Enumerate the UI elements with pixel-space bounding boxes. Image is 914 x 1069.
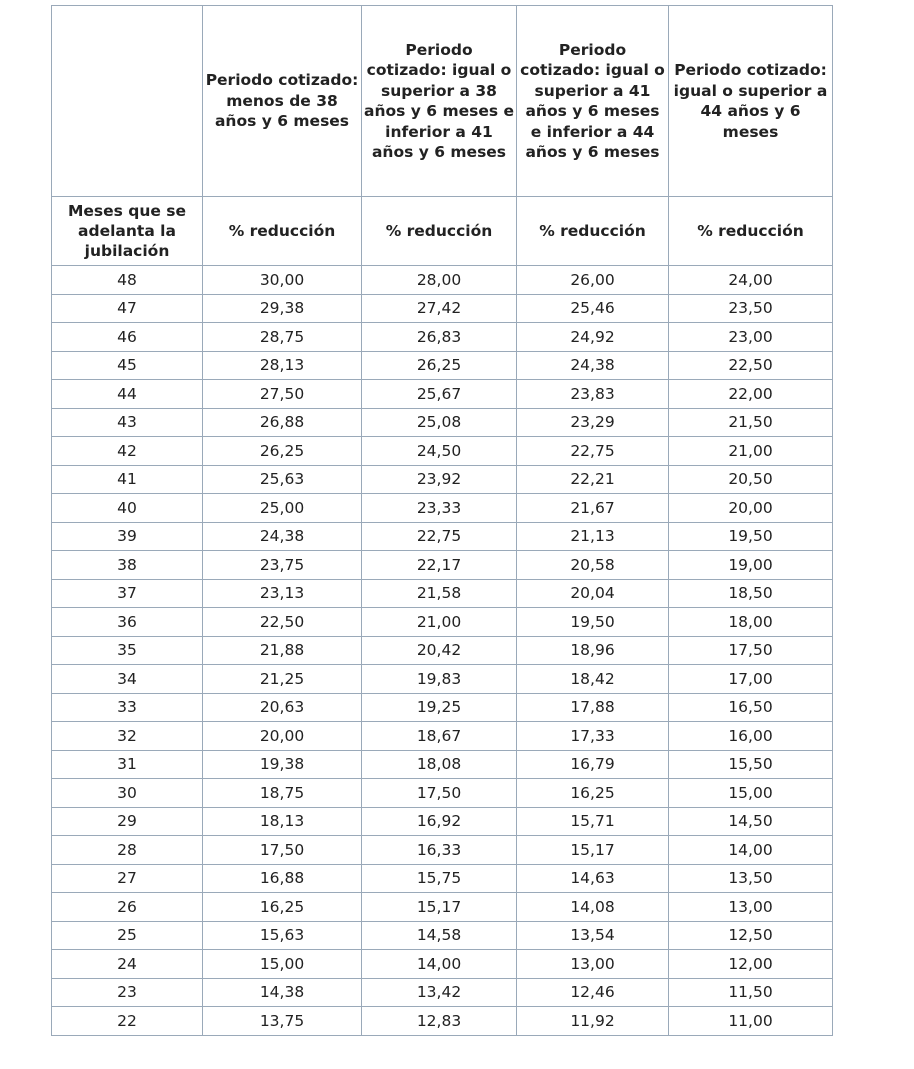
reduction-cell-over-44-6: 12,50: [669, 921, 833, 950]
months-cell: 41: [52, 465, 203, 494]
reduction-cell-under-38-6: 23,13: [203, 579, 362, 608]
reduction-cell-38-6-to-41-6: 17,50: [362, 779, 517, 808]
reduction-cell-38-6-to-41-6: 26,83: [362, 323, 517, 352]
table-row: [52, 351, 833, 380]
reduction-cell-41-6-to-44-6: 15,17: [517, 836, 669, 865]
reduction-cell-41-6-to-44-6: 16,79: [517, 750, 669, 779]
reduction-cell-41-6-to-44-6: 14,63: [517, 864, 669, 893]
table-row: [52, 722, 833, 751]
months-cell: 46: [52, 323, 203, 352]
table-row: [52, 465, 833, 494]
reduction-cell-41-6-to-44-6: 26,00: [517, 266, 669, 295]
reduction-cell-38-6-to-41-6: 18,08: [362, 750, 517, 779]
reduction-cell-over-44-6: 21,00: [669, 437, 833, 466]
reduction-cell-41-6-to-44-6: 18,42: [517, 665, 669, 694]
reduction-cell-38-6-to-41-6: 18,67: [362, 722, 517, 751]
reduction-cell-over-44-6: 14,00: [669, 836, 833, 865]
reduction-cell-38-6-to-41-6: 21,00: [362, 608, 517, 637]
reduction-cell-over-44-6: 15,00: [669, 779, 833, 808]
reduction-cell-under-38-6: 25,63: [203, 465, 362, 494]
reduction-cell-over-44-6: 23,00: [669, 323, 833, 352]
table-body: [52, 266, 833, 1036]
reduction-cell-38-6-to-41-6: 22,17: [362, 551, 517, 580]
subheader-reduction-3: % reducción: [517, 197, 669, 266]
reduction-cell-38-6-to-41-6: 15,75: [362, 864, 517, 893]
months-cell: 30: [52, 779, 203, 808]
reduction-cell-over-44-6: 11,00: [669, 1007, 833, 1036]
reduction-cell-under-38-6: 13,75: [203, 1007, 362, 1036]
reduction-cell-under-38-6: 22,50: [203, 608, 362, 637]
table-row: [52, 608, 833, 637]
reduction-cell-41-6-to-44-6: 17,33: [517, 722, 669, 751]
reduction-cell-over-44-6: 12,00: [669, 950, 833, 979]
header-period-38-6-to-41-6: Periodo cotizado: igual o superior a 38 años y 6 meses e inferior a 41 años y 6 meses: [362, 6, 517, 197]
reduction-cell-under-38-6: 16,88: [203, 864, 362, 893]
reduction-cell-41-6-to-44-6: 13,54: [517, 921, 669, 950]
header-cell-empty: [52, 6, 203, 197]
table-row: [52, 779, 833, 808]
reduction-cell-over-44-6: 20,00: [669, 494, 833, 523]
months-cell: 33: [52, 693, 203, 722]
reduction-cell-under-38-6: 21,88: [203, 636, 362, 665]
header-period-41-6-to-44-6: Periodo cotizado: igual o superior a 41 años y 6 meses e inferior a 44 años y 6 meses: [517, 6, 669, 197]
reduction-cell-over-44-6: 22,50: [669, 351, 833, 380]
months-cell: 45: [52, 351, 203, 380]
reduction-cell-under-38-6: 19,38: [203, 750, 362, 779]
reduction-cell-over-44-6: 13,50: [669, 864, 833, 893]
reduction-cell-38-6-to-41-6: 14,00: [362, 950, 517, 979]
reduction-cell-over-44-6: 21,50: [669, 408, 833, 437]
reduction-cell-over-44-6: 22,00: [669, 380, 833, 409]
reduction-cell-over-44-6: 20,50: [669, 465, 833, 494]
table-row: [52, 323, 833, 352]
reduction-cell-under-38-6: 20,63: [203, 693, 362, 722]
table-row: [52, 636, 833, 665]
reduction-cell-over-44-6: 18,50: [669, 579, 833, 608]
reduction-cell-41-6-to-44-6: 16,25: [517, 779, 669, 808]
reduction-cell-over-44-6: 16,50: [669, 693, 833, 722]
table-row: [52, 665, 833, 694]
reduction-cell-over-44-6: 24,00: [669, 266, 833, 295]
months-cell: 44: [52, 380, 203, 409]
months-cell: 36: [52, 608, 203, 637]
header-period-under-38-6: Periodo cotizado: menos de 38 años y 6 meses: [203, 6, 362, 197]
months-cell: 22: [52, 1007, 203, 1036]
reduction-cell-41-6-to-44-6: 22,21: [517, 465, 669, 494]
reduction-cell-over-44-6: 18,00: [669, 608, 833, 637]
table-row: [52, 494, 833, 523]
months-cell: 39: [52, 522, 203, 551]
reduction-cell-under-38-6: 27,50: [203, 380, 362, 409]
reduction-cell-41-6-to-44-6: 11,92: [517, 1007, 669, 1036]
months-cell: 23: [52, 978, 203, 1007]
reduction-cell-under-38-6: 14,38: [203, 978, 362, 1007]
months-cell: 27: [52, 864, 203, 893]
table-row: [52, 807, 833, 836]
reduction-cell-over-44-6: 14,50: [669, 807, 833, 836]
reduction-cell-under-38-6: 16,25: [203, 893, 362, 922]
reduction-cell-under-38-6: 30,00: [203, 266, 362, 295]
reduction-cell-38-6-to-41-6: 21,58: [362, 579, 517, 608]
months-cell: 26: [52, 893, 203, 922]
reduction-cell-41-6-to-44-6: 24,92: [517, 323, 669, 352]
reduction-cell-38-6-to-41-6: 25,67: [362, 380, 517, 409]
months-cell: 47: [52, 294, 203, 323]
reduction-cell-38-6-to-41-6: 23,92: [362, 465, 517, 494]
reduction-cell-38-6-to-41-6: 23,33: [362, 494, 517, 523]
reduction-cell-under-38-6: 28,75: [203, 323, 362, 352]
reduction-cell-41-6-to-44-6: 22,75: [517, 437, 669, 466]
reduction-cell-38-6-to-41-6: 20,42: [362, 636, 517, 665]
reduction-cell-under-38-6: 28,13: [203, 351, 362, 380]
months-cell: 28: [52, 836, 203, 865]
subheader-row: [52, 197, 833, 266]
table-row: [52, 294, 833, 323]
table-row: [52, 864, 833, 893]
reduction-cell-41-6-to-44-6: 23,29: [517, 408, 669, 437]
table-row: [52, 408, 833, 437]
reduction-cell-under-38-6: 26,25: [203, 437, 362, 466]
reduction-cell-under-38-6: 18,13: [203, 807, 362, 836]
table-row: [52, 380, 833, 409]
months-cell: 42: [52, 437, 203, 466]
subheader-reduction-4: % reducción: [669, 197, 833, 266]
reduction-cell-over-44-6: 17,00: [669, 665, 833, 694]
table-row: [52, 921, 833, 950]
reduction-cell-over-44-6: 23,50: [669, 294, 833, 323]
subheader-reduction-2: % reducción: [362, 197, 517, 266]
reduction-cell-under-38-6: 18,75: [203, 779, 362, 808]
table-row: [52, 893, 833, 922]
reduction-cell-over-44-6: 19,00: [669, 551, 833, 580]
months-cell: 25: [52, 921, 203, 950]
reduction-cell-38-6-to-41-6: 15,17: [362, 893, 517, 922]
table-row: [52, 693, 833, 722]
months-cell: 31: [52, 750, 203, 779]
months-cell: 34: [52, 665, 203, 694]
reduction-cell-under-38-6: 23,75: [203, 551, 362, 580]
table-row: [52, 750, 833, 779]
reduction-cell-41-6-to-44-6: 25,46: [517, 294, 669, 323]
table-row: [52, 950, 833, 979]
reduction-cell-under-38-6: 15,00: [203, 950, 362, 979]
reduction-cell-under-38-6: 20,00: [203, 722, 362, 751]
months-cell: 38: [52, 551, 203, 580]
table-row: [52, 551, 833, 580]
months-cell: 37: [52, 579, 203, 608]
reduction-cell-under-38-6: 17,50: [203, 836, 362, 865]
months-cell: 24: [52, 950, 203, 979]
months-cell: 40: [52, 494, 203, 523]
reduction-cell-41-6-to-44-6: 21,13: [517, 522, 669, 551]
table-row: [52, 836, 833, 865]
reduction-cell-over-44-6: 19,50: [669, 522, 833, 551]
months-cell: 29: [52, 807, 203, 836]
header-row: [52, 6, 833, 197]
table-row: [52, 266, 833, 295]
reduction-cell-38-6-to-41-6: 28,00: [362, 266, 517, 295]
reduction-cell-under-38-6: 25,00: [203, 494, 362, 523]
table-row: [52, 978, 833, 1007]
reduction-cell-38-6-to-41-6: 27,42: [362, 294, 517, 323]
months-cell: 48: [52, 266, 203, 295]
reduction-cell-over-44-6: 16,00: [669, 722, 833, 751]
subheader-reduction-1: % reducción: [203, 197, 362, 266]
reduction-cell-38-6-to-41-6: 12,83: [362, 1007, 517, 1036]
reduction-cell-38-6-to-41-6: 19,25: [362, 693, 517, 722]
reduction-cell-over-44-6: 13,00: [669, 893, 833, 922]
reduction-cell-41-6-to-44-6: 18,96: [517, 636, 669, 665]
reduction-cell-over-44-6: 11,50: [669, 978, 833, 1007]
table-row: [52, 522, 833, 551]
months-cell: 43: [52, 408, 203, 437]
reduction-cell-38-6-to-41-6: 19,83: [362, 665, 517, 694]
reduction-cell-under-38-6: 24,38: [203, 522, 362, 551]
reduction-cell-41-6-to-44-6: 23,83: [517, 380, 669, 409]
reduction-cell-under-38-6: 29,38: [203, 294, 362, 323]
reduction-cell-41-6-to-44-6: 24,38: [517, 351, 669, 380]
reduction-cell-38-6-to-41-6: 16,92: [362, 807, 517, 836]
reduction-cell-38-6-to-41-6: 24,50: [362, 437, 517, 466]
reduction-cell-38-6-to-41-6: 16,33: [362, 836, 517, 865]
reduction-cell-under-38-6: 21,25: [203, 665, 362, 694]
reduction-cell-41-6-to-44-6: 21,67: [517, 494, 669, 523]
table-row: [52, 579, 833, 608]
reduction-cell-under-38-6: 15,63: [203, 921, 362, 950]
reduction-table: [51, 5, 833, 1036]
reduction-cell-41-6-to-44-6: 15,71: [517, 807, 669, 836]
months-cell: 32: [52, 722, 203, 751]
reduction-cell-over-44-6: 15,50: [669, 750, 833, 779]
months-cell: 35: [52, 636, 203, 665]
reduction-cell-41-6-to-44-6: 19,50: [517, 608, 669, 637]
reduction-cell-41-6-to-44-6: 14,08: [517, 893, 669, 922]
reduction-cell-38-6-to-41-6: 22,75: [362, 522, 517, 551]
reduction-cell-38-6-to-41-6: 26,25: [362, 351, 517, 380]
reduction-cell-41-6-to-44-6: 13,00: [517, 950, 669, 979]
reduction-cell-38-6-to-41-6: 13,42: [362, 978, 517, 1007]
reduction-cell-under-38-6: 26,88: [203, 408, 362, 437]
table-row: [52, 1007, 833, 1036]
subheader-months-early: Meses que se adelanta la jubilación: [52, 197, 203, 266]
table-row: [52, 437, 833, 466]
reduction-cell-38-6-to-41-6: 25,08: [362, 408, 517, 437]
reduction-cell-over-44-6: 17,50: [669, 636, 833, 665]
reduction-cell-41-6-to-44-6: 17,88: [517, 693, 669, 722]
header-period-over-44-6: Periodo cotizado: igual o superior a 44 años y 6 meses: [669, 6, 833, 197]
reduction-cell-41-6-to-44-6: 20,04: [517, 579, 669, 608]
reduction-cell-41-6-to-44-6: 12,46: [517, 978, 669, 1007]
reduction-cell-38-6-to-41-6: 14,58: [362, 921, 517, 950]
reduction-cell-41-6-to-44-6: 20,58: [517, 551, 669, 580]
